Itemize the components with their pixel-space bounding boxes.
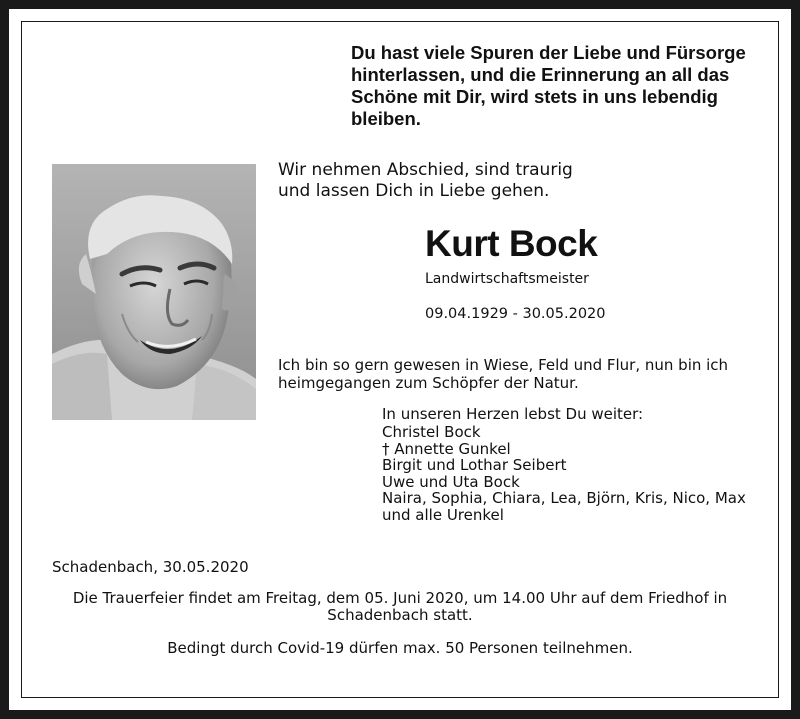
mourner-entry: Birgit und Lothar Seibert xyxy=(382,456,567,474)
quote-line: hinterlassen, und die Erinnerung an all das xyxy=(351,64,730,85)
mourner-entry: Naira, Sophia, Chiara, Lea, Björn, Kris, Nico, Max xyxy=(382,489,746,507)
mourners-list xyxy=(382,424,746,523)
deceased-profession: Landwirtschaftsmeister xyxy=(425,271,589,287)
life-dates: 09.04.1929 - 30.05.2020 xyxy=(425,306,606,322)
portrait-photo-image xyxy=(52,164,256,420)
mourner-entry: † Annette Gunkel xyxy=(382,439,511,458)
verse-line: Ich bin so gern gewesen in Wiese, Feld und Flur, nun bin ich xyxy=(278,356,729,374)
quote-line: Schöne mit Dir, wird stets in uns lebendig xyxy=(351,86,718,107)
mourner-entry: und alle Urenkel xyxy=(382,505,504,524)
verse-line: heimgegangen zum Schöpfer der Natur. xyxy=(278,374,579,392)
ceremony-line: Die Trauerfeier findet am Freitag, dem 05. Juni 2020, um 14.00 Uhr auf dem Friedhof in xyxy=(72,589,728,607)
farewell-intro xyxy=(278,160,638,202)
ceremony-line: Schadenbach statt. xyxy=(327,606,473,624)
mourner-entry: Christel Bock xyxy=(382,423,481,441)
quote-line: bleiben. xyxy=(351,108,421,129)
portrait-photo xyxy=(52,164,256,420)
mourner-entry: Uwe und Uta Bock xyxy=(382,472,520,491)
quote-line: Du hast viele Spuren der Liebe und Fürsorge xyxy=(351,42,746,63)
place-and-date: Schadenbach, 30.05.2020 xyxy=(52,558,249,576)
deceased-name: Kurt Bock xyxy=(425,223,598,264)
memorial-verse xyxy=(278,356,758,392)
covid-notice: Bedingt durch Covid-19 dürfen max. 50 Personen teilnehmen. xyxy=(167,639,633,657)
intro-line: und lassen Dich in Liebe gehen. xyxy=(278,181,550,201)
intro-line: Wir nehmen Abschied, sind traurig xyxy=(278,160,573,180)
opening-quote xyxy=(351,42,771,130)
ceremony-notice xyxy=(40,590,760,624)
mourners-heading: In unseren Herzen lebst Du weiter: xyxy=(382,405,644,423)
